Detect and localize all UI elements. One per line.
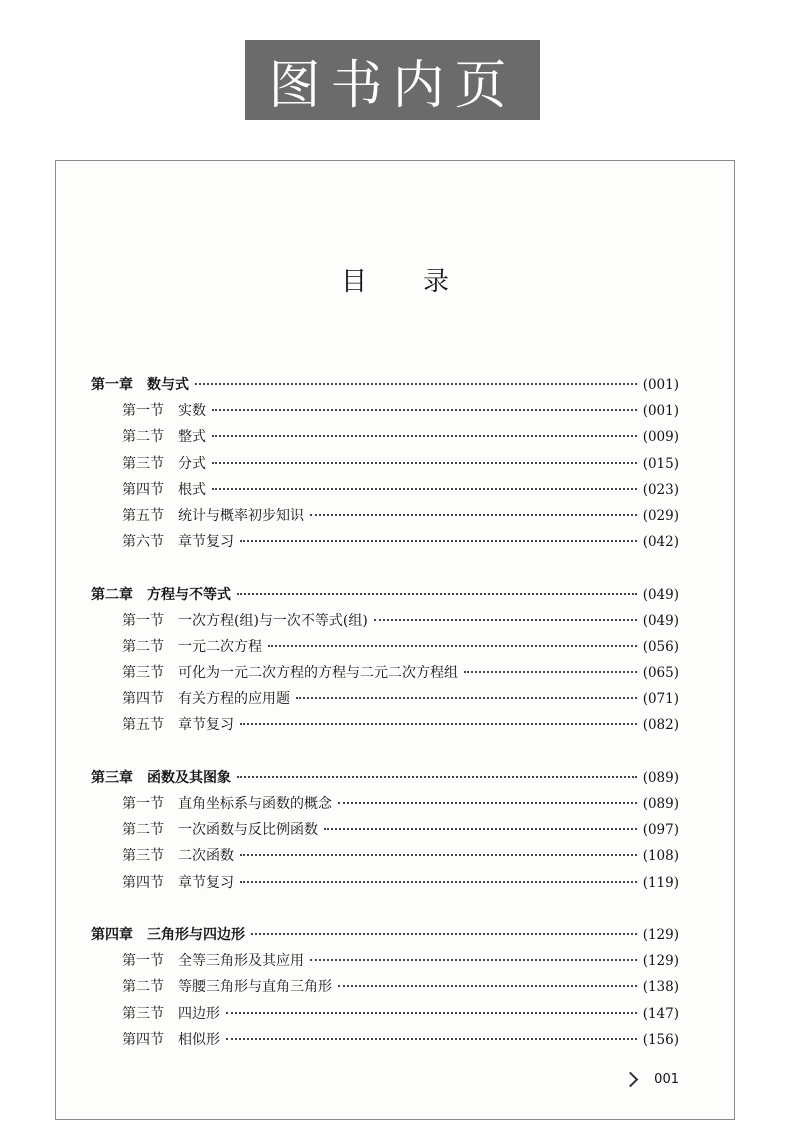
toc-section-row — [91, 531, 679, 557]
toc-section-row — [91, 950, 679, 976]
toc-entry-label — [122, 950, 304, 970]
toc-entry-title: 整式 — [178, 429, 206, 446]
dot-leader — [268, 645, 637, 647]
toc-section-row — [91, 1003, 679, 1029]
toc-entry-title: 可化为一元二次方程的方程与二元二次方程组 — [178, 665, 458, 682]
toc-entry-label — [122, 610, 368, 630]
toc-section-row — [91, 872, 679, 898]
toc-entry-number: 第二节 — [122, 822, 164, 839]
toc-section-row — [91, 819, 679, 845]
toc-entry-title: 一次方程(组)与一次不等式(组) — [178, 612, 368, 629]
dot-leader — [338, 802, 637, 804]
toc-entry-number: 第四节 — [122, 874, 164, 891]
toc-section-row — [91, 688, 679, 714]
dot-leader — [226, 1012, 637, 1014]
toc-entry-label — [122, 1003, 220, 1023]
toc-entry-title: 有关方程的应用题 — [178, 691, 290, 708]
dot-leader — [240, 854, 637, 856]
toc-entry-page: (071) — [642, 691, 679, 708]
toc-entry-page: (056) — [642, 638, 679, 655]
dot-leader — [240, 723, 637, 725]
dot-leader — [240, 540, 637, 542]
dot-leader — [324, 828, 637, 830]
toc-entry-number: 第一节 — [122, 953, 164, 970]
toc-entry-title: 全等三角形及其应用 — [178, 953, 304, 970]
dot-leader — [338, 985, 637, 987]
toc-entry-label — [91, 374, 189, 394]
dot-leader — [195, 383, 637, 385]
toc-entry-title: 函数及其图象 — [147, 769, 231, 786]
toc-section-row — [91, 426, 679, 452]
toc-section-row — [91, 505, 679, 531]
toc-section-row — [91, 610, 679, 636]
toc-entry-number: 第四节 — [122, 691, 164, 708]
toc-entry-page: (029) — [642, 507, 679, 524]
toc-section-row — [91, 636, 679, 662]
toc-chapter-row — [91, 767, 679, 793]
toc-chapter-row — [91, 924, 679, 950]
toc-entry-page: (065) — [642, 665, 679, 682]
toc-entry-page: (082) — [642, 717, 679, 734]
dot-leader — [251, 933, 637, 935]
toc-entry-page: (049) — [642, 586, 679, 603]
toc-entry-page: (097) — [642, 822, 679, 839]
dot-leader — [464, 671, 637, 673]
toc-entry-page: (089) — [642, 769, 679, 786]
toc-entry-number: 第五节 — [122, 717, 164, 734]
toc-entry-page: (001) — [642, 403, 679, 420]
toc-entry-number: 第六节 — [122, 534, 164, 551]
toc-entry-page: (009) — [642, 429, 679, 446]
toc-entry-title: 章节复习 — [178, 717, 234, 734]
toc-entry-label — [122, 793, 332, 813]
toc-entry-page: (129) — [642, 926, 679, 943]
toc-section-row — [91, 479, 679, 505]
toc-section-row — [91, 793, 679, 819]
toc-entry-label — [122, 714, 234, 734]
toc-entry-label — [122, 531, 234, 551]
toc-section-row — [91, 453, 679, 479]
toc-entry-label — [122, 976, 332, 996]
toc-entry-title: 章节复习 — [178, 534, 234, 551]
toc-entry-number: 第二节 — [122, 429, 164, 446]
toc-entry-label — [122, 1029, 220, 1049]
toc-entry-title: 数与式 — [147, 377, 189, 393]
toc-entry-title: 方程与不等式 — [147, 586, 231, 603]
toc-entry-label — [122, 453, 206, 473]
toc-entry-number: 第三节 — [122, 1005, 164, 1022]
toc-entry-number: 第三节 — [122, 665, 164, 682]
toc-entry-title: 实数 — [178, 403, 206, 420]
toc-entry-title: 分式 — [178, 455, 206, 472]
toc-section-row — [91, 662, 679, 688]
dot-leader — [212, 488, 637, 490]
toc-entry-number: 第四章 — [91, 926, 133, 943]
toc-entry-number: 第二节 — [122, 638, 164, 655]
toc-section-row — [91, 1029, 679, 1055]
toc-entry-label — [122, 479, 206, 499]
toc-entry-page: (156) — [642, 1031, 679, 1048]
toc-entry-title: 相似形 — [178, 1031, 220, 1048]
toc-entry-label — [122, 505, 304, 525]
chapter-spacer — [91, 557, 679, 583]
toc-entry-title: 章节复习 — [178, 874, 234, 891]
toc-entry-number: 第四节 — [122, 481, 164, 498]
book-page — [55, 160, 735, 1120]
toc-entry-label — [91, 584, 231, 604]
toc-entry-page: (147) — [642, 1005, 679, 1022]
toc-entry-number: 第一节 — [122, 796, 164, 812]
toc-entry-title: 根式 — [178, 481, 206, 498]
toc-section-row — [91, 845, 679, 871]
toc-entry-number: 第二章 — [91, 586, 133, 603]
toc-entry-title: 三角形与四边形 — [147, 926, 245, 943]
dot-leader — [212, 435, 637, 437]
dot-leader — [212, 462, 637, 464]
table-of-contents — [91, 374, 679, 1055]
toc-entry-number: 第一节 — [122, 612, 164, 629]
toc-entry-page: (042) — [642, 534, 679, 551]
chevron-right-icon — [623, 1072, 639, 1088]
dot-leader — [310, 959, 637, 961]
toc-entry-number: 第五节 — [122, 507, 164, 524]
toc-entry-number: 第四节 — [122, 1031, 164, 1048]
toc-entry-number: 第二节 — [122, 979, 164, 996]
toc-entry-label — [122, 819, 318, 839]
toc-chapter-row — [91, 374, 679, 400]
toc-title: 目录 — [340, 267, 505, 297]
toc-entry-number: 第三节 — [122, 848, 164, 865]
dot-leader — [212, 409, 637, 411]
toc-entry-page: (119) — [642, 874, 679, 891]
dot-leader — [226, 1038, 637, 1040]
toc-entry-page: (089) — [642, 796, 679, 812]
dot-leader — [296, 697, 637, 699]
toc-entry-page: (138) — [642, 979, 679, 996]
toc-entry-label — [91, 924, 245, 944]
toc-entry-title: 一次函数与反比例函数 — [178, 822, 318, 839]
toc-entry-label — [122, 688, 290, 708]
toc-entry-number: 第一章 — [91, 377, 133, 393]
toc-entry-page: (015) — [642, 455, 679, 472]
toc-entry-label — [122, 426, 206, 446]
toc-section-row — [91, 714, 679, 740]
dot-leader — [240, 881, 637, 883]
chapter-spacer — [91, 741, 679, 767]
toc-entry-title: 统计与概率初步知识 — [178, 507, 304, 524]
toc-section-row — [91, 400, 679, 426]
toc-chapter-row — [91, 584, 679, 610]
page-footer — [625, 1072, 679, 1087]
toc-entry-number: 第三章 — [91, 769, 133, 786]
toc-entry-label — [122, 662, 458, 682]
toc-entry-label — [122, 872, 234, 892]
dot-leader — [237, 593, 637, 595]
toc-entry-page: (023) — [642, 481, 679, 498]
toc-entry-title: 二次函数 — [178, 848, 234, 865]
dot-leader — [374, 619, 637, 621]
chapter-spacer — [91, 898, 679, 924]
page-number: 001 — [654, 1072, 679, 1087]
toc-section-row — [91, 976, 679, 1002]
banner-title: 图书内页 — [245, 40, 540, 120]
toc-entry-number: 第三节 — [122, 455, 164, 472]
toc-entry-title: 直角坐标系与函数的概念 — [178, 796, 332, 812]
toc-entry-label — [122, 636, 262, 656]
toc-entry-label — [122, 400, 206, 420]
toc-entry-page: (049) — [642, 612, 679, 629]
toc-entry-title: 四边形 — [178, 1005, 220, 1022]
toc-entry-number: 第一节 — [122, 403, 164, 420]
dot-leader — [237, 776, 637, 778]
dot-leader — [310, 514, 637, 516]
toc-entry-page: (001) — [642, 377, 679, 393]
toc-entry-title: 一元二次方程 — [178, 638, 262, 655]
toc-entry-page: (108) — [642, 848, 679, 865]
toc-entry-page: (129) — [642, 953, 679, 970]
toc-entry-label — [122, 845, 234, 865]
toc-entry-label — [91, 767, 231, 787]
toc-entry-title: 等腰三角形与直角三角形 — [178, 979, 332, 996]
